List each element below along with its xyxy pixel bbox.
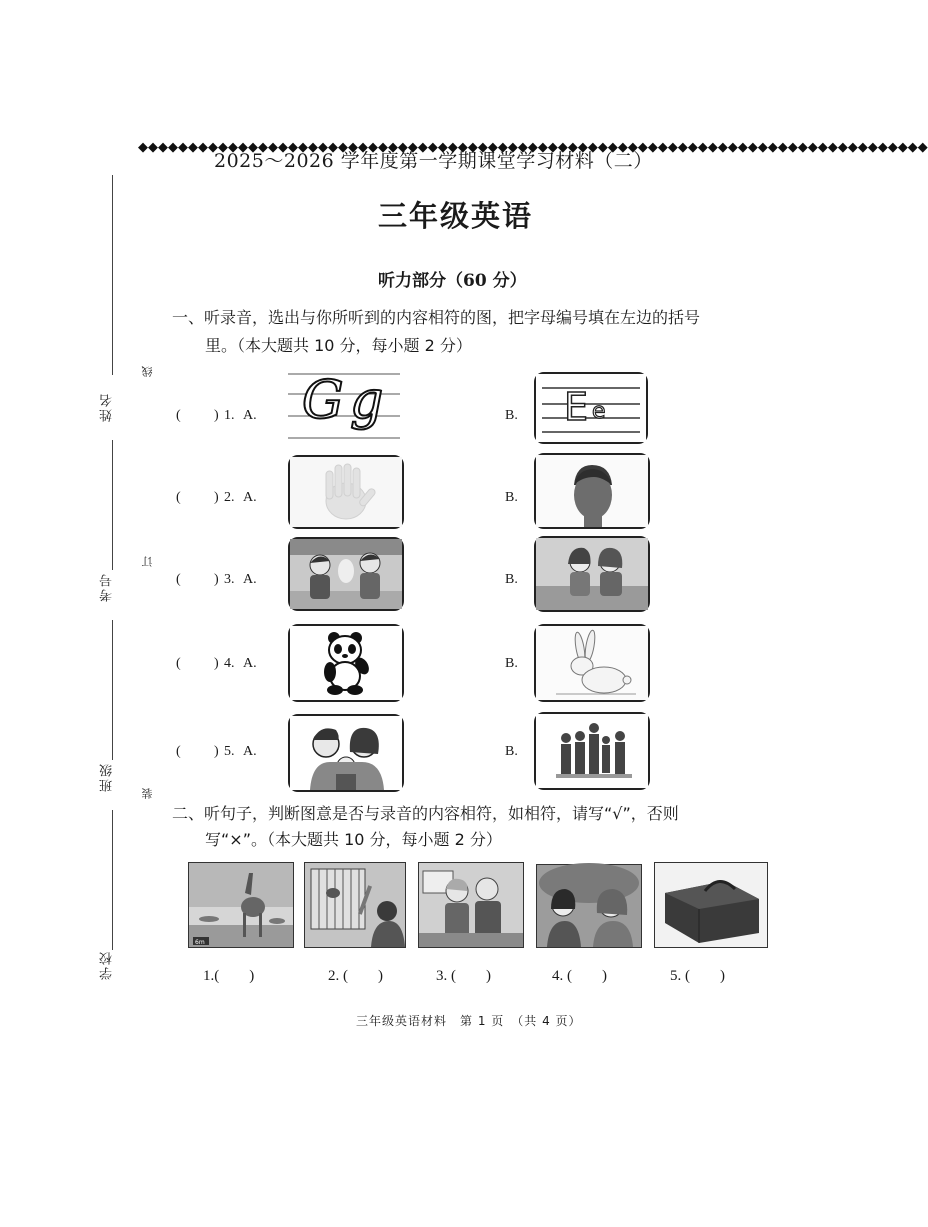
family-picture[interactable] [288, 714, 404, 792]
part2-answer-5[interactable]: 5. ( ) [670, 968, 725, 984]
school-label: 学校 [100, 950, 115, 980]
part2-answer-4[interactable]: 4. ( ) [552, 968, 607, 984]
option-b-label: B. [505, 656, 518, 671]
part2-answer-3[interactable]: 3. ( ) [436, 968, 491, 984]
name-line [112, 175, 113, 375]
answer-paren-close[interactable]: ) [214, 490, 219, 505]
part2-answer-2[interactable]: 2. ( ) [328, 968, 383, 984]
hand-picture[interactable] [288, 455, 404, 529]
listening-section-title: 听力部分（60 分） [378, 271, 527, 291]
exam-title: 三年级英语 [378, 199, 534, 233]
exam-number-label: 考号 [100, 572, 115, 602]
answer-paren-open[interactable]: ( [176, 408, 181, 423]
rabbit-picture[interactable] [534, 624, 650, 702]
answer-paren-close[interactable]: ) [214, 408, 219, 423]
cut-mark-install: 装 [141, 788, 154, 799]
part1-instruction-1: 一、听录音，选出与你所听到的内容相符的图，把字母编号填在左边的括号 [172, 308, 701, 327]
exam-number-line [112, 440, 113, 570]
svg-text:g: g [350, 371, 384, 431]
answer-paren-close[interactable]: ) [214, 572, 219, 587]
answer-paren-open[interactable]: ( [176, 656, 181, 671]
answer-paren-open[interactable]: ( [176, 490, 181, 505]
class-label: 班级 [100, 762, 115, 792]
svg-text:E: E [564, 385, 589, 429]
part2-answer-1[interactable]: 1.( ) [203, 968, 255, 984]
svg-text:e: e [592, 399, 606, 424]
two-girls-picture[interactable] [534, 536, 650, 612]
option-b-label: B. [505, 572, 518, 587]
group-picture[interactable] [534, 712, 650, 790]
part2-instruction-1: 二、听句子，判断图意是否与录音的内容相符，如相符，请写“√”，否则 [172, 804, 679, 823]
question-number: 4. [224, 656, 235, 671]
option-a-label: A. [243, 490, 257, 505]
option-b-label: B. [505, 408, 518, 423]
cut-mark-line: 线 [141, 366, 154, 377]
exam-subtitle: 2025～2026 学年度第一学期课堂学习材料（二） [214, 150, 653, 172]
svg-text:G: G [302, 371, 344, 431]
letters-Ee-picture[interactable] [534, 372, 648, 444]
option-a-label: A. [243, 572, 257, 587]
binding-margin-diamonds: ◆◆◆◆◆◆◆◆◆◆◆◆◆◆◆◆◆◆◆◆◆◆◆◆◆◆◆◆◆◆◆◆◆◆◆◆◆◆◆◆◆◆◆◆◆◆◆◆◆◆◆◆◆◆◆◆◆◆◆◆◆◆◆◆◆◆◆◆◆◆◆◆◆◆◆◆◆◆◆ [138, 140, 928, 155]
option-b-label: B. [505, 744, 518, 759]
face-picture[interactable] [534, 453, 650, 529]
option-a-label: A. [243, 744, 257, 759]
question-number: 5. [224, 744, 235, 759]
two-boys-picture[interactable] [288, 537, 404, 611]
bag-photo[interactable] [654, 862, 768, 948]
name-label: 姓名 [100, 392, 115, 422]
answer-paren-open[interactable]: ( [176, 744, 181, 759]
mother-daughter-photo[interactable] [536, 864, 642, 948]
part1-instruction-2: 里。（本大题共 10 分，每小题 2 分） [205, 336, 472, 355]
birdcage-photo[interactable] [304, 862, 406, 948]
grandparents-photo[interactable] [418, 862, 524, 948]
giraffe-photo[interactable] [188, 862, 294, 948]
option-a-label: A. [243, 656, 257, 671]
question-number: 3. [224, 572, 235, 587]
option-b-label: B. [505, 490, 518, 505]
answer-paren-open[interactable]: ( [176, 572, 181, 587]
option-a-label: A. [243, 408, 257, 423]
cut-mark-bind: 订 [141, 556, 154, 567]
question-number: 2. [224, 490, 235, 505]
part2-instruction-2: 写“×”。（本大题共 10 分，每小题 2 分） [205, 830, 502, 849]
answer-paren-close[interactable]: ) [214, 744, 219, 759]
school-line [112, 810, 113, 950]
class-line [112, 620, 113, 760]
photo-caption: 6m [195, 939, 205, 946]
answer-paren-close[interactable]: ) [214, 656, 219, 671]
panda-picture[interactable] [288, 624, 404, 702]
question-number: 1. [224, 408, 235, 423]
letters-Gg-picture[interactable] [288, 366, 400, 446]
page-footer: 三年级英语材料 第 1 页 （共 4 页） [356, 1014, 582, 1028]
